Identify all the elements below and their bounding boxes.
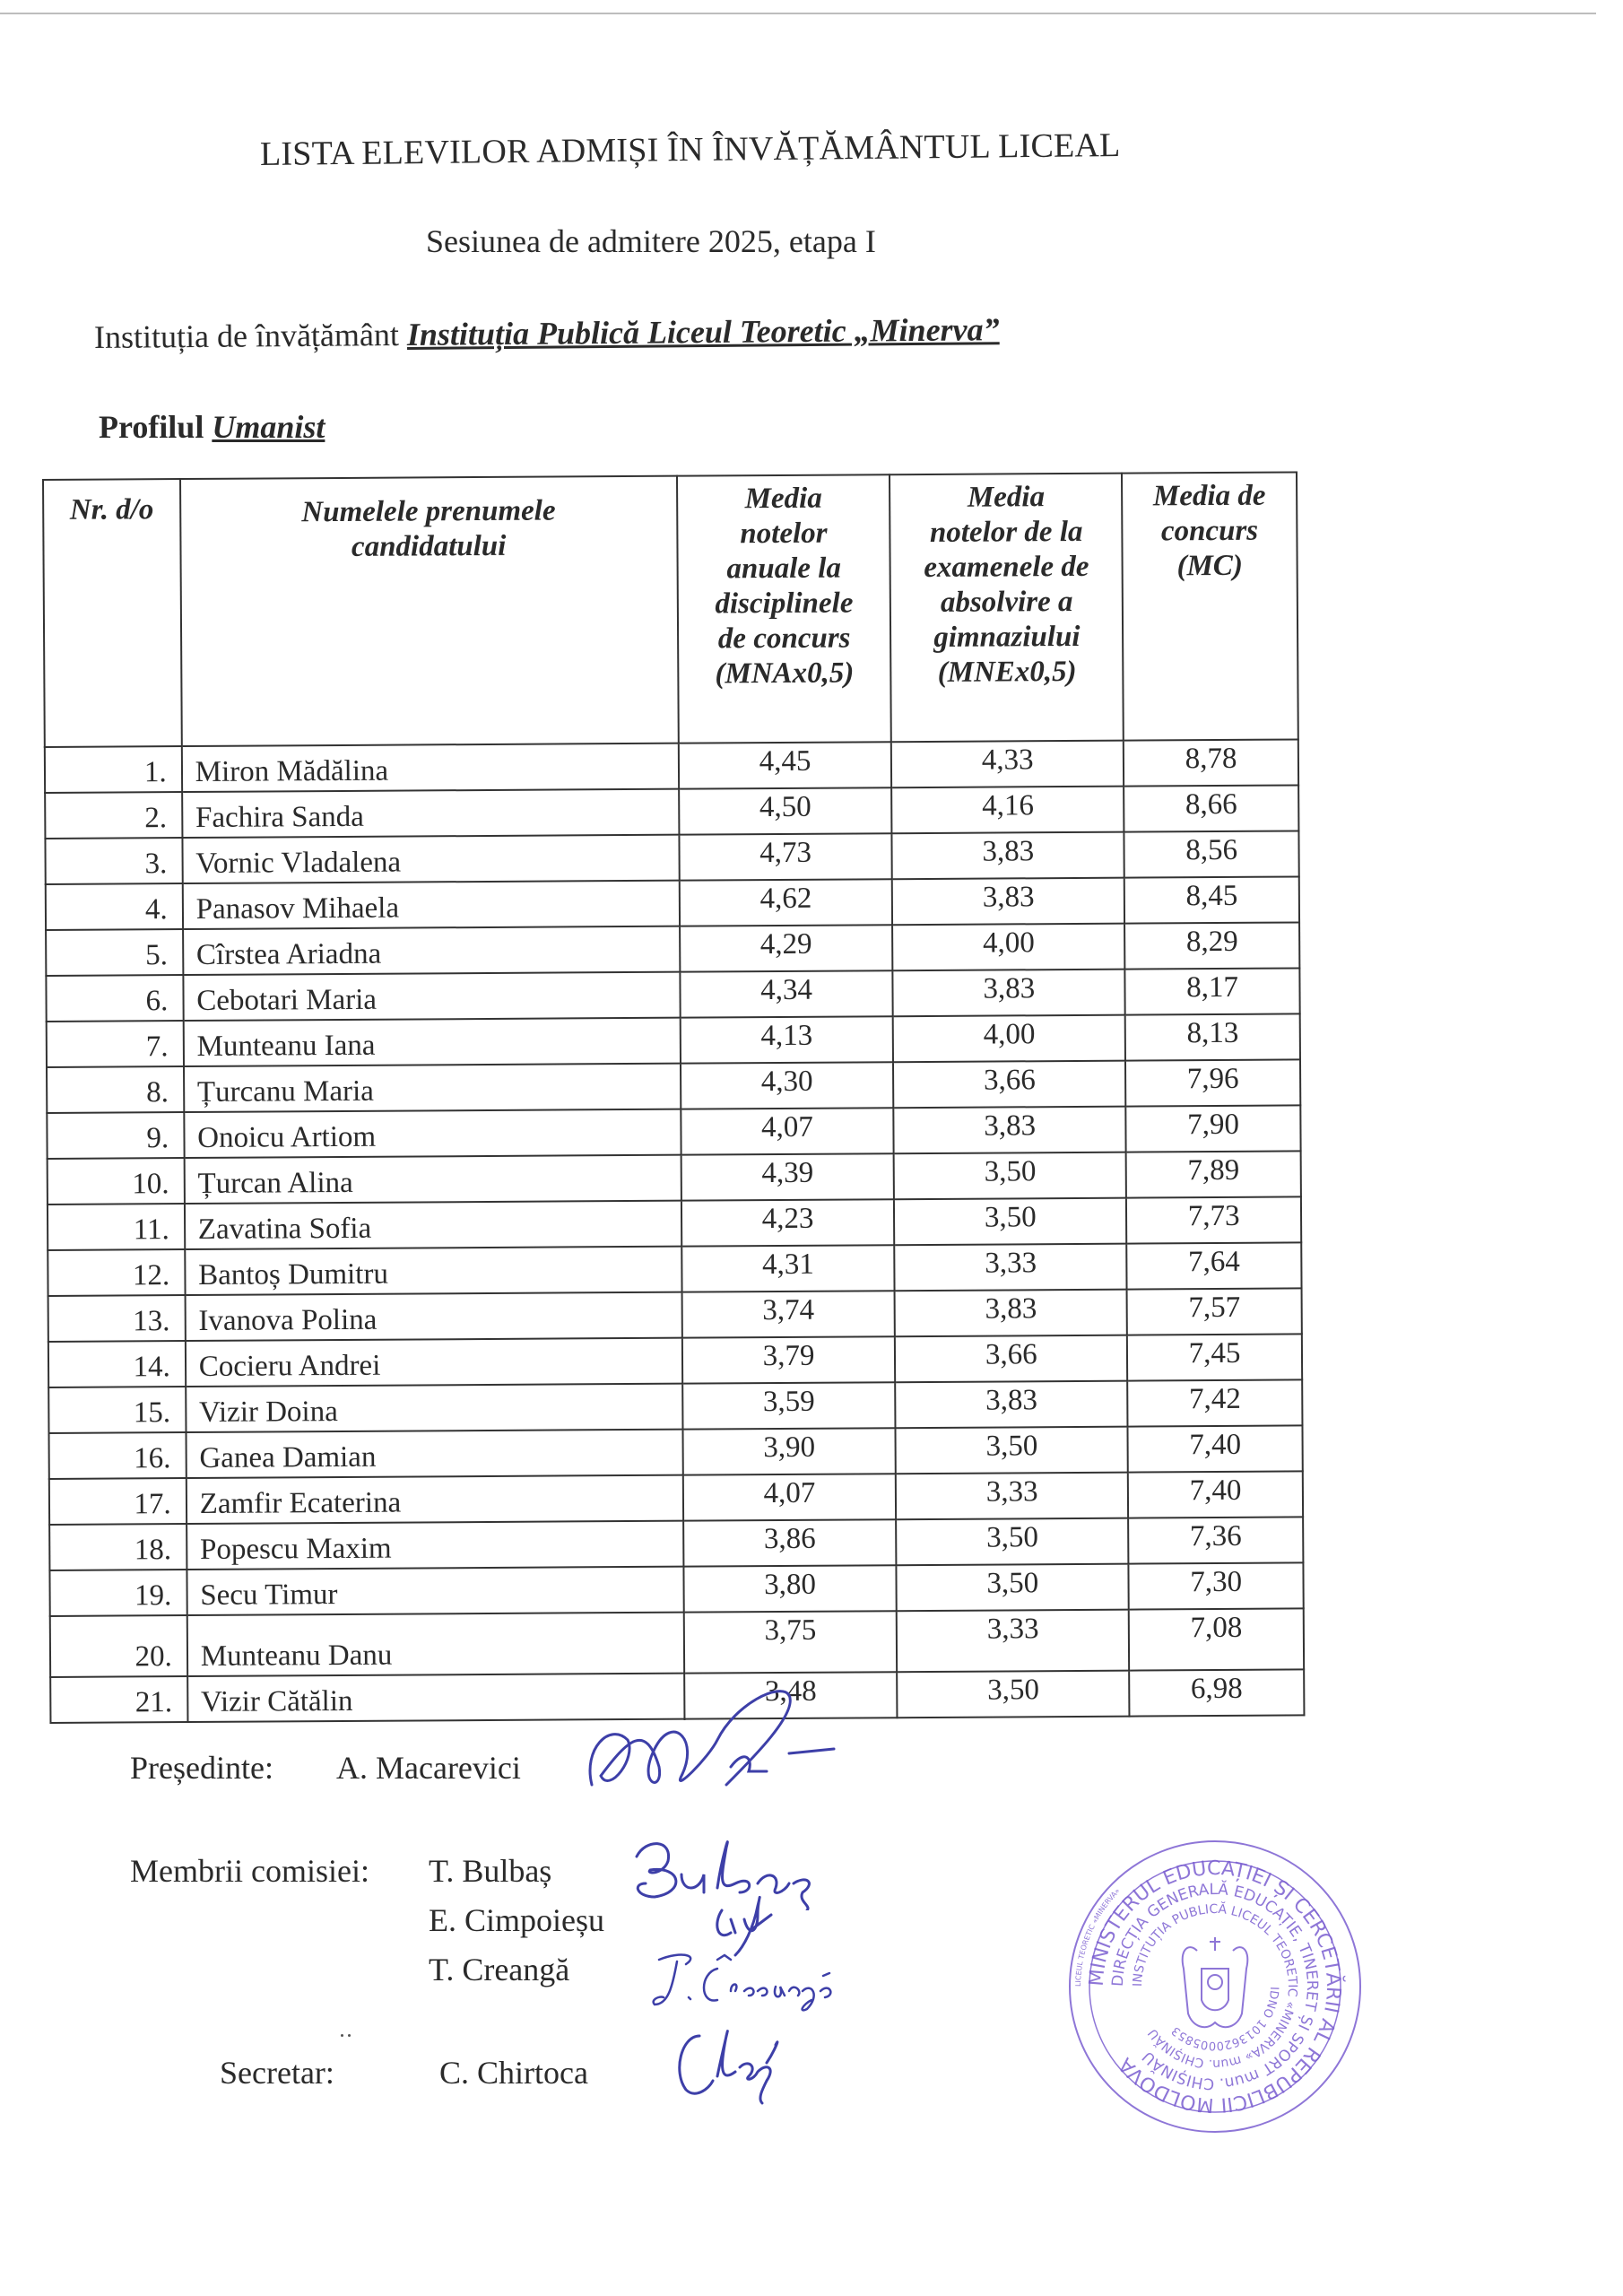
table-row xyxy=(49,1471,1303,1525)
secretary-label: Secretar: xyxy=(220,2055,334,2091)
member-name: T. Creangă xyxy=(429,1952,570,1987)
table-body xyxy=(45,739,1305,1723)
row-number: 2. xyxy=(45,792,182,839)
mc-value: 8,78 xyxy=(1124,739,1298,786)
mc-value: 7,30 xyxy=(1129,1562,1304,1609)
mne-value: 3,33 xyxy=(897,1610,1129,1673)
candidate-name: Fachira Sanda xyxy=(182,789,679,838)
header-mna xyxy=(677,474,892,743)
table-row xyxy=(48,1334,1302,1387)
candidate-name: Panasov Mihaela xyxy=(182,881,679,929)
stamp-idno: IDNO 1013620005853 xyxy=(1169,1986,1281,2053)
mna-value: 3,74 xyxy=(681,1291,895,1337)
mne-value: 3,83 xyxy=(892,878,1124,926)
header-mc xyxy=(1122,472,1298,740)
mc-value: 7,42 xyxy=(1127,1379,1302,1426)
header-mna-line: anuale la xyxy=(726,552,842,586)
header-mna-line: de concurs xyxy=(717,622,851,656)
mne-value: 3,33 xyxy=(896,1473,1128,1520)
candidate-name: Munteanu Iana xyxy=(183,1018,680,1066)
row-number: 5. xyxy=(46,929,183,976)
table-row xyxy=(48,1196,1301,1250)
mne-value: 3,83 xyxy=(892,832,1124,880)
mna-value: 3,79 xyxy=(682,1336,896,1383)
mne-value: 3,66 xyxy=(895,1335,1127,1383)
table-row xyxy=(47,1059,1300,1113)
mna-value: 3,80 xyxy=(683,1565,897,1612)
mne-value: 3,50 xyxy=(894,1152,1126,1200)
table-row xyxy=(48,1288,1302,1342)
mna-value: 4,50 xyxy=(679,787,892,834)
mna-value: 4,13 xyxy=(680,1016,893,1063)
mna-value: 3,48 xyxy=(684,1672,898,1718)
mne-value: 4,16 xyxy=(892,787,1124,834)
candidate-name: Bantoș Dumitru xyxy=(185,1247,681,1295)
row-number: 17. xyxy=(49,1478,187,1525)
candidate-name: Țurcan Alina xyxy=(184,1155,681,1204)
row-number: 9. xyxy=(47,1112,184,1159)
header-nr: Nr. d/o xyxy=(43,479,182,747)
table-row xyxy=(48,1242,1301,1296)
members-label: Membrii comisiei: xyxy=(130,1853,369,1889)
table-row xyxy=(50,1608,1304,1677)
candidate-name: Ivanova Polina xyxy=(185,1292,681,1341)
mc-value: 7,96 xyxy=(1125,1059,1300,1106)
mne-value: 3,50 xyxy=(897,1564,1129,1612)
candidate-name: Popescu Maxim xyxy=(187,1521,683,1570)
secretary-signature xyxy=(664,2009,789,2108)
stamp-middle-text: DIRECȚIA GENERALĂ EDUCAȚIE, TINERET ȘI SPORT mun. CHIȘINĂU xyxy=(1108,1880,1322,2093)
member-name: E. Cimpoieșu xyxy=(429,1902,604,1938)
president-signature xyxy=(574,1686,861,1812)
candidate-name: Cocieru Andrei xyxy=(186,1338,682,1387)
candidate-name: Vizir Cătălin xyxy=(187,1674,684,1722)
row-number: 14. xyxy=(48,1341,186,1387)
candidate-name: Țurcanu Maria xyxy=(184,1064,681,1112)
mna-value: 4,07 xyxy=(681,1108,894,1154)
mna-value: 4,34 xyxy=(680,970,893,1017)
mna-value: 4,39 xyxy=(681,1153,894,1200)
mc-value: 8,13 xyxy=(1125,1013,1300,1060)
president-label: Președinte: xyxy=(130,1750,273,1786)
mna-value: 3,86 xyxy=(683,1519,897,1566)
mc-value: 8,29 xyxy=(1124,922,1299,969)
mne-value: 3,83 xyxy=(895,1290,1127,1337)
header-mna-line: notelor xyxy=(740,517,828,551)
mna-value: 3,90 xyxy=(682,1428,896,1474)
row-number: 16. xyxy=(48,1432,186,1479)
header-mc-line: (MC) xyxy=(1176,549,1243,583)
row-number: 18. xyxy=(49,1524,187,1570)
mc-value: 8,66 xyxy=(1124,785,1298,831)
row-number: 21. xyxy=(50,1676,187,1723)
row-number: 20. xyxy=(50,1615,187,1677)
row-number: 15. xyxy=(48,1387,186,1433)
institution-name: Instituția Publică Liceul Teoretic „Minerva” xyxy=(406,311,1000,352)
mne-value: 4,00 xyxy=(893,1015,1125,1063)
header-name-line: candidatului xyxy=(351,529,507,563)
header-mc-line: Media de xyxy=(1152,479,1266,513)
header-mna-line: disciplinele xyxy=(715,587,854,621)
mc-value: 7,36 xyxy=(1128,1517,1303,1563)
mna-value: 4,29 xyxy=(680,925,893,971)
header-name-line: Numelele prenumele xyxy=(301,494,556,529)
header-mna-line: (MNAx0,5) xyxy=(715,657,855,691)
row-number: 3. xyxy=(45,838,182,884)
row-number: 13. xyxy=(48,1295,186,1342)
scan-speck xyxy=(348,2034,351,2037)
candidate-name: Onoicu Artiom xyxy=(184,1109,681,1158)
row-number: 8. xyxy=(47,1066,184,1113)
mna-value: 4,73 xyxy=(679,833,892,880)
candidate-name: Secu Timur xyxy=(187,1567,683,1615)
row-number: 7. xyxy=(47,1021,184,1067)
row-number: 1. xyxy=(45,746,182,793)
mna-value: 3,59 xyxy=(682,1382,896,1429)
scan-speck xyxy=(341,2034,343,2037)
candidate-name: Ganea Damian xyxy=(186,1430,682,1478)
table-row xyxy=(45,831,1298,884)
mne-value: 3,83 xyxy=(894,1107,1126,1154)
header-mne xyxy=(890,474,1124,743)
stamp-inner-text: INSTITUȚIA PUBLICĂ LICEUL TEORETIC «MINERVA» mun. CHIȘINĂU xyxy=(1130,1901,1300,2072)
row-number: 19. xyxy=(49,1570,187,1616)
row-number: 10. xyxy=(48,1158,185,1205)
mc-value: 7,08 xyxy=(1129,1608,1304,1670)
mc-value: 8,45 xyxy=(1124,876,1299,923)
mne-value: 4,00 xyxy=(893,924,1125,971)
mc-value: 7,90 xyxy=(1125,1105,1300,1152)
header-mne-line: absolvire a xyxy=(940,585,1073,619)
mna-value: 4,45 xyxy=(679,742,892,788)
mne-value: 3,50 xyxy=(894,1198,1126,1246)
header-mne-line: Media xyxy=(967,481,1046,514)
table-row xyxy=(45,739,1298,793)
table-row xyxy=(46,922,1299,976)
profile-line xyxy=(99,408,325,446)
table-row xyxy=(47,1013,1300,1067)
header-mc-line: concurs xyxy=(1160,514,1259,548)
mc-value: 7,45 xyxy=(1127,1334,1302,1380)
mc-value: 6,98 xyxy=(1129,1669,1304,1716)
row-number: 12. xyxy=(48,1249,185,1296)
mne-value: 3,33 xyxy=(895,1244,1127,1292)
mc-value: 7,40 xyxy=(1128,1425,1303,1472)
session-subtitle: Sesiunea de admitere 2025, etapa I xyxy=(426,223,876,259)
mna-value: 4,31 xyxy=(681,1245,895,1292)
secretary-name: C. Chirtoca xyxy=(439,2055,588,2091)
mne-value: 3,83 xyxy=(893,970,1125,1017)
header-mne-line: notelor de la xyxy=(929,515,1083,549)
mc-value: 7,40 xyxy=(1128,1471,1303,1518)
table-row xyxy=(48,1151,1301,1205)
mna-value: 4,07 xyxy=(682,1474,896,1520)
mc-value: 8,56 xyxy=(1124,831,1299,877)
mne-value: 4,33 xyxy=(891,741,1124,788)
page-top-edge xyxy=(0,13,1596,14)
table-row xyxy=(46,876,1299,930)
table-row xyxy=(49,1562,1303,1616)
header-mne-line: gimnaziului xyxy=(933,620,1081,654)
mc-value: 7,89 xyxy=(1126,1151,1301,1197)
mc-value: 7,73 xyxy=(1126,1196,1301,1243)
mc-value: 7,64 xyxy=(1126,1242,1301,1289)
document-title: LISTA ELEVILOR ADMIȘI ÎN ÎNVĂȚĂMÂNTUL LICEAL xyxy=(259,126,1121,173)
table-row xyxy=(46,968,1299,1022)
mna-value: 4,23 xyxy=(681,1199,895,1246)
mna-value: 4,62 xyxy=(679,879,892,926)
mne-value: 3,50 xyxy=(898,1671,1130,1718)
mna-value: 3,75 xyxy=(683,1611,897,1673)
header-mne-line: examenele de xyxy=(924,550,1089,584)
header-mne-line: (MNEx0,5) xyxy=(937,655,1077,689)
mc-value: 8,17 xyxy=(1125,968,1300,1014)
row-number: 4. xyxy=(46,883,183,930)
mne-value: 3,50 xyxy=(896,1427,1128,1474)
member-name: T. Bulbaș xyxy=(429,1853,552,1889)
admitted-students-table xyxy=(42,471,1305,1724)
profile-name: Umanist xyxy=(212,409,325,445)
candidate-name: Cîrstea Ariadna xyxy=(183,926,680,975)
candidate-name: Zamfir Ecaterina xyxy=(187,1475,683,1524)
header-mna-line: Media xyxy=(744,482,822,516)
row-number: 11. xyxy=(48,1204,185,1250)
institution-label: Instituția de învățământ xyxy=(93,317,400,355)
candidate-name: Miron Mădălina xyxy=(182,744,679,792)
mna-value: 4,30 xyxy=(681,1062,894,1109)
candidate-name: Zavatina Sofia xyxy=(185,1201,681,1249)
stamp-outer-text: MINISTERUL EDUCAȚIEI ȘI CERCETĂRII AL REPUBLICII MOLDOVA xyxy=(1085,1857,1345,2117)
profile-label: Profilul xyxy=(99,409,204,445)
mne-value: 3,66 xyxy=(893,1061,1125,1109)
candidate-name: Vornic Vladalena xyxy=(182,835,679,883)
candidate-name: Munteanu Danu xyxy=(187,1613,683,1676)
mne-value: 3,50 xyxy=(897,1518,1129,1566)
table-header-row xyxy=(43,472,1298,747)
institution-line xyxy=(94,310,1000,356)
mc-value: 7,57 xyxy=(1127,1288,1302,1335)
header-name xyxy=(180,476,679,746)
stamp-rim-text: LICEUL TEORETIC «MINERVA» xyxy=(1073,1886,1122,1987)
president-name: A. Macarevici xyxy=(336,1750,521,1786)
table-row xyxy=(47,1105,1300,1159)
table-row xyxy=(49,1517,1303,1570)
table-row xyxy=(48,1425,1302,1479)
candidate-name: Cebotari Maria xyxy=(183,972,680,1021)
candidate-name: Vizir Doina xyxy=(186,1384,682,1432)
row-number: 6. xyxy=(46,975,183,1022)
official-stamp xyxy=(1054,1834,1376,2139)
coat-of-arms-icon xyxy=(1183,1937,1248,2027)
table-row xyxy=(48,1379,1302,1433)
table-row xyxy=(45,785,1298,839)
mne-value: 3,83 xyxy=(896,1381,1128,1429)
